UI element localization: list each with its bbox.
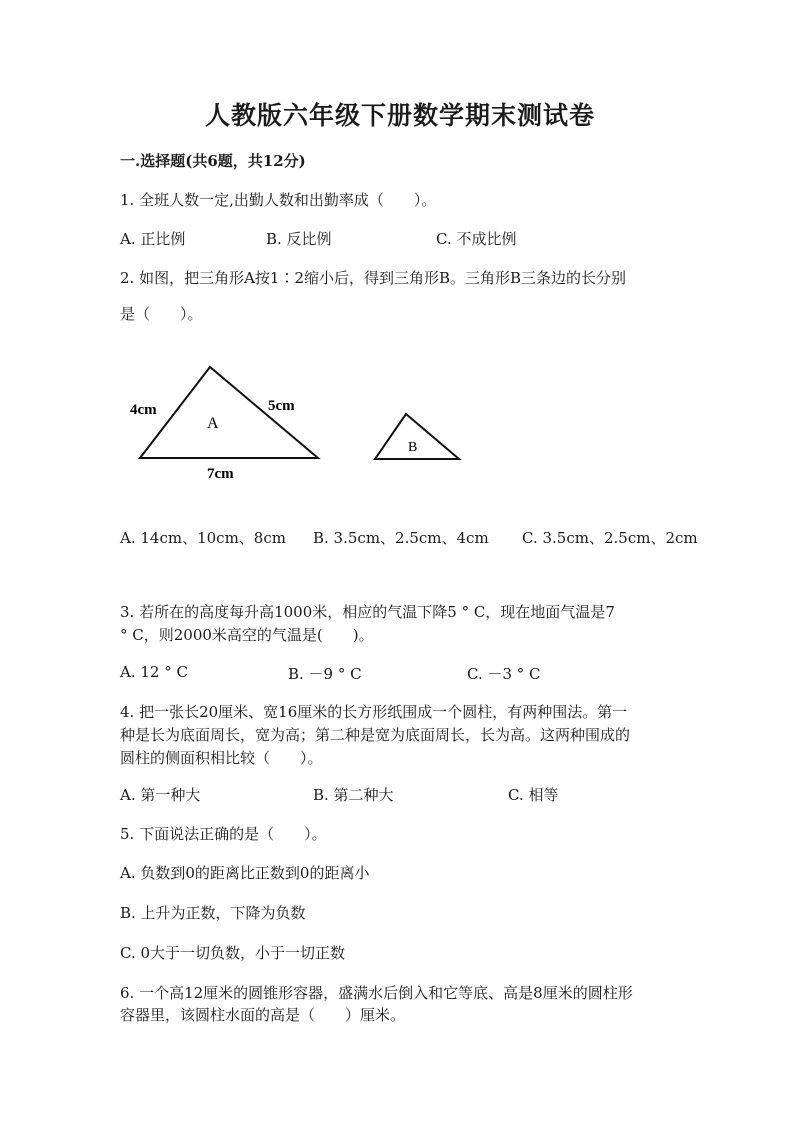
question-2-line-1: 2. 如图，把三角形A按1∶2缩小后，得到三角形B。三角形B三条边的长分别	[120, 269, 627, 287]
q1-option-b: B. 反比例	[266, 230, 332, 248]
question-3-line-2: ° C，则2000米高空的气温是( )。	[120, 626, 374, 644]
q2-option-b: B. 3.5cm、2.5cm、4cm	[313, 529, 489, 547]
q3-option-c: C. －3 ° C	[467, 665, 541, 683]
q1-option-c: C. 不成比例	[436, 230, 517, 248]
triangle-figure	[0, 350, 800, 490]
q1-option-a: A. 正比例	[120, 230, 186, 248]
question-5: 5. 下面说法正确的是（ ）。	[120, 825, 327, 843]
question-4-line-1: 4. 把一张长20厘米、宽16厘米的长方形纸围成一个圆柱，有两种围法。第一	[120, 703, 628, 721]
q4-option-c: C. 相等	[508, 786, 559, 804]
question-3-line-1: 3. 若所在的高度每升高1000米，相应的气温下降5 ° C，现在地面气温是7	[120, 603, 615, 621]
question-1: 1. 全班人数一定,出勤人数和出勤率成（ ）。	[120, 191, 437, 209]
question-4-line-2: 种是长为底面周长，宽为高；第二种是宽为底面周长，长为高。这两种围成的	[120, 726, 631, 744]
q5-option-a: A. 负数到0的距离比正数到0的距离小	[120, 864, 370, 882]
triangle-b-label: B	[408, 440, 418, 455]
q2-option-a: A. 14cm、10cm、8cm	[120, 529, 286, 547]
q4-option-a: A. 第一种大	[120, 786, 201, 804]
question-4-line-3: 圆柱的侧面积相比较（ ）。	[120, 749, 323, 767]
q3-option-a: A. 12 ° C	[120, 663, 188, 681]
question-6-line-2: 容器里，该圆柱水面的高是（ ）厘米。	[120, 1006, 406, 1024]
q5-option-b: B. 上升为正数，下降为负数	[120, 904, 306, 922]
question-2-line-2: 是（ ）。	[120, 305, 203, 323]
triangle-a-label: A	[207, 415, 219, 432]
q2-option-c: C. 3.5cm、2.5cm、2cm	[522, 529, 698, 547]
triangle-a-right-side-label: 5cm	[268, 398, 295, 414]
triangle-a-left-side-label: 4cm	[130, 402, 157, 418]
q5-option-c: C. 0大于一切负数，小于一切正数	[120, 944, 346, 962]
section-heading: 一.选择题(共6题，共12分)	[120, 152, 306, 170]
question-6-line-1: 6. 一个高12厘米的圆锥形容器，盛满水后倒入和它等底、高是8厘米的圆柱形	[120, 984, 633, 1002]
page-title: 人教版六年级下册数学期末测试卷	[204, 101, 595, 130]
triangle-a-base-label: 7cm	[207, 466, 234, 482]
q3-option-b: B. －9 ° C	[288, 665, 362, 683]
q4-option-b: B. 第二种大	[313, 786, 394, 804]
